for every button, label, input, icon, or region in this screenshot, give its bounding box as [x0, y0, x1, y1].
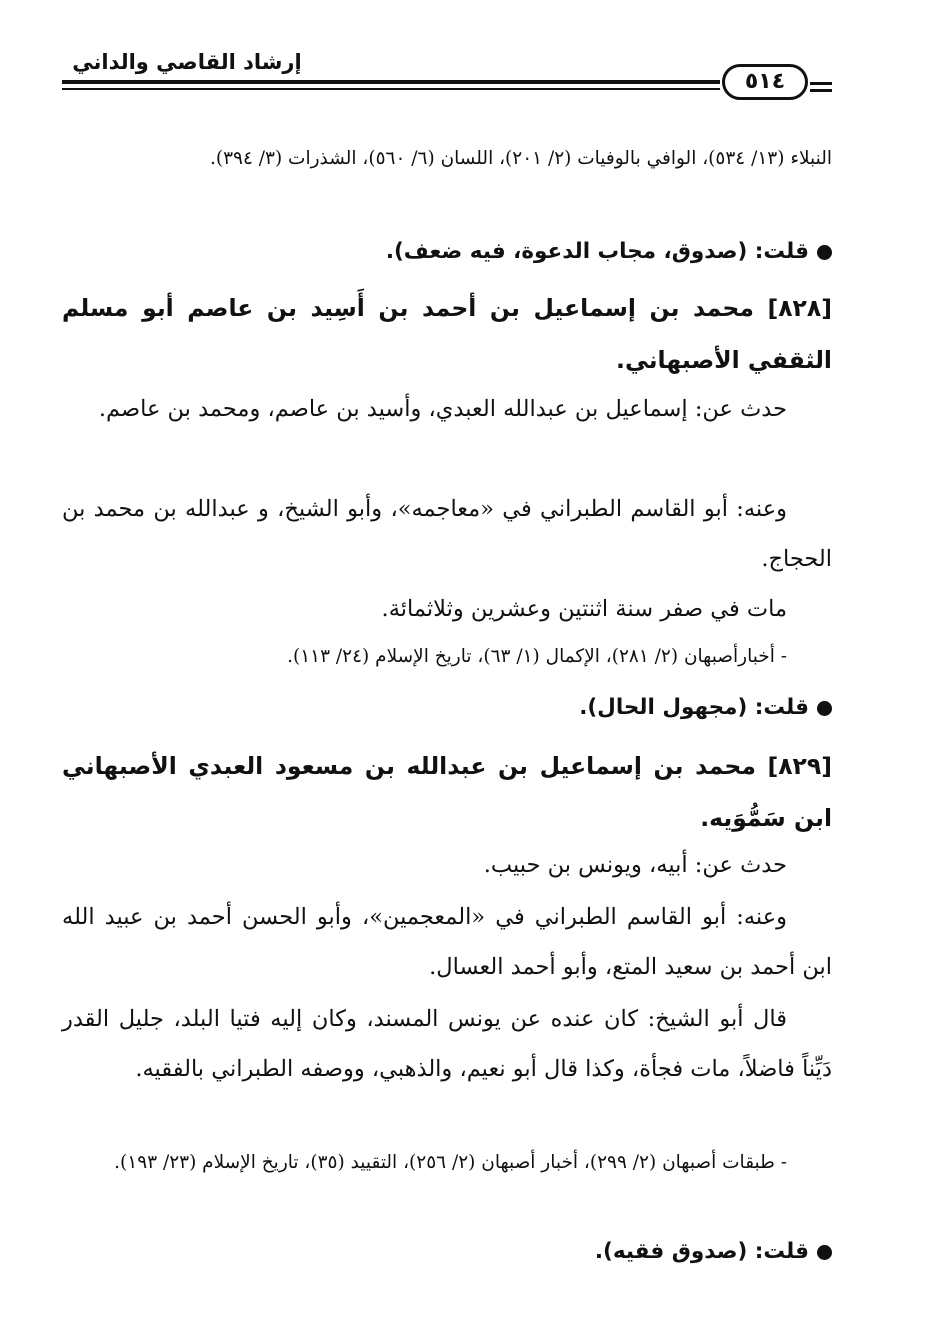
entry-829-narrated-from: حدث عن: أبيه، ويونس بن حبيب. — [483, 852, 787, 878]
note-previous-entry — [62, 232, 882, 272]
sources-continued: النبلاء (١٣/ ٥٣٤)، الوافي بالوفيات (٢/ ٢٠١)، اللسان (٦/ ٥٦٠)، الشذرات (٣/ ٣٩٤). — [209, 148, 832, 169]
note-text: قلت: (مجهول الحال). — [579, 695, 809, 720]
note-entry-829 — [62, 1232, 882, 1272]
header-rule-right-upper — [810, 82, 832, 85]
note-text: قلت: (صدوق فقيه). — [594, 1239, 809, 1264]
note-text: قلت: (صدوق، مجاب الدعوة، فيه ضعف). — [385, 239, 809, 264]
entry-829-sources: - طبقات أصبهان (٢/ ٢٩٩)، أخبار أصبهان (٢/ ٢٥٦)، التقييد (٣٥)، تاريخ الإسلام (٢٣/ ١٩٣). — [114, 1152, 787, 1173]
entry-829-quote: قال أبو الشيخ: كان عنده عن يونس المسند، وكان إليه فتيا البلد، جليل القدر دَيِّناً فاضلاً، مات فجأة، وكذا قال أبو نعيم، والذهبي، ووصفه الطبراني بالفقيه. — [62, 1006, 832, 1082]
entry-828-narrators: وعنه: أبو القاسم الطبراني في «معاجمه»، وأبو الشيخ، و عبدالله بن محمد بن الحجاج. — [62, 496, 832, 572]
header-rule-right-lower — [810, 89, 832, 92]
note-entry-828 — [62, 688, 882, 728]
header-rule-thick — [62, 80, 720, 84]
entry-828-narrated-from: حدث عن: إسماعيل بن عبدالله العبدي، وأسيد بن عاصم، ومحمد بن عاصم. — [98, 396, 787, 422]
entry-829-narrators: وعنه: أبو القاسم الطبراني في «المعجمين»، وأبو الحسن أحمد بن عبيد الله ابن أحمد بن سعيد المتع، وأبو أحمد العسال. — [62, 904, 832, 980]
bullet-icon — [817, 245, 832, 260]
entry-heading-828: [٨٢٨] محمد بن إسماعيل بن أحمد بن أَسِيد بن عاصم أبو مسلم الثقفي الأصبهاني. — [62, 294, 832, 374]
page-number: ٥١٤ — [722, 64, 808, 100]
entry-828-death: مات في صفر سنة اثنتين وعشرين وثلاثمائة. — [381, 596, 787, 622]
entry-heading-829: [٨٢٩] محمد بن إسماعيل بن عبدالله بن مسعود العبدي الأصبهاني ابن سَمُّوَيه. — [62, 752, 832, 832]
bullet-icon — [817, 701, 832, 716]
entry-828-sources: - أخبارأصبهان (٢/ ٢٨١)، الإكمال (١/ ٦٣)، تاريخ الإسلام (٢٤/ ١١٣). — [287, 646, 787, 667]
header-rule-thin — [62, 88, 720, 90]
bullet-icon — [817, 1245, 832, 1260]
running-title: إرشاد القاصي والداني — [72, 50, 302, 74]
